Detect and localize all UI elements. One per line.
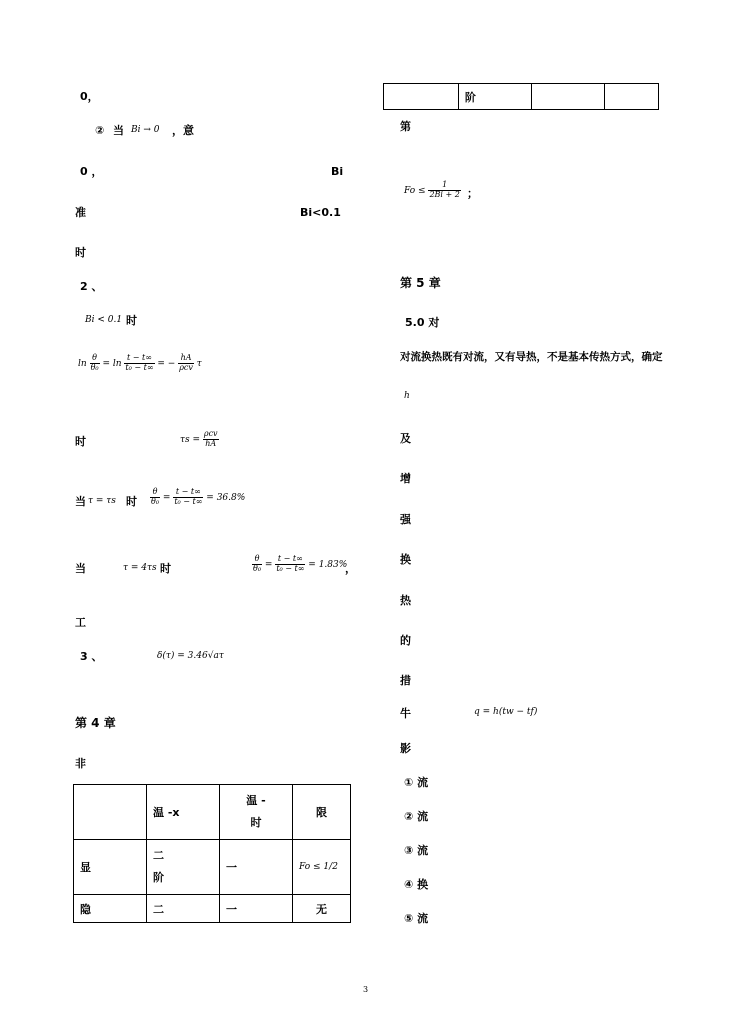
text-line: 及 xyxy=(400,432,411,445)
table-cell: 一 xyxy=(220,895,293,923)
text-fragment: 0 ， xyxy=(80,165,103,178)
top-table xyxy=(383,83,659,110)
table-cell xyxy=(74,785,147,840)
text-fragment: 当 xyxy=(113,124,124,137)
list-item: ② 流 xyxy=(404,810,429,823)
equation-lumped: ln $\frac{\theta}{\text{θ₀}}$ = ln $\frac{t - t\infty}{\text{t₀ − t∞}}$ = − $\frac{hA}{\text{ρcv}}$ τ xyxy=(78,353,202,372)
text-fragment: 时 xyxy=(75,435,86,448)
chapter-heading: 第 5 章 xyxy=(400,276,441,290)
section-heading: 5.0 对 xyxy=(405,316,440,329)
table-cell: 阶 xyxy=(458,84,531,110)
text-fragment: 时 xyxy=(126,314,137,327)
table-row xyxy=(74,785,351,840)
equation-ratio-2: $\frac{\theta}{\text{θ₀}}$ = $\frac{t - t\infty}{\text{t₀ − t∞}}$ = 1.83% xyxy=(253,554,348,573)
list-item: ⑤ 流 xyxy=(404,912,429,925)
text-line: 影 xyxy=(400,742,411,755)
inline-math: h xyxy=(404,391,410,401)
table-cell: 温 - 时 xyxy=(220,785,293,840)
text-fragment: Bi xyxy=(331,165,344,178)
text-fragment: ，意 xyxy=(172,124,194,137)
text-fragment: Bi<0.1 xyxy=(300,206,341,219)
text-fragment: 当 xyxy=(75,495,86,508)
inline-math: q = h(tw − tf) xyxy=(474,707,538,717)
text-fragment: 准 xyxy=(75,206,86,219)
table-cell: Fo ≤ 1/2 xyxy=(293,840,351,895)
text-line: 时 xyxy=(75,246,86,259)
list-item: ③ 流 xyxy=(404,844,429,857)
paragraph: 对流换热既有对流，又有导热，不是基本传热方式，确定 xyxy=(400,351,663,363)
text-line: 第 xyxy=(400,120,411,133)
table-cell: 隐 xyxy=(74,895,147,923)
text-line: 增 xyxy=(400,472,411,485)
list-item: ① 流 xyxy=(404,776,429,789)
inline-math: δ(τ) = 3.46√aτ xyxy=(157,651,224,661)
inline-math: Bi → 0 xyxy=(131,125,160,135)
text-fragment: ； xyxy=(467,187,478,200)
chapter-heading: 第 4 章 xyxy=(75,716,116,730)
table-row xyxy=(74,840,351,895)
text-line: 非 xyxy=(75,757,86,770)
table-cell: 温 -x xyxy=(147,785,220,840)
list-number: 2 、 xyxy=(80,280,103,293)
table-row xyxy=(384,84,659,110)
table-cell: 显 xyxy=(74,840,147,895)
table-cell: 无 xyxy=(293,895,351,923)
text-line: 工 xyxy=(75,616,86,629)
text-line: 措 xyxy=(400,674,411,687)
text-line: 的 xyxy=(400,634,411,647)
table-cell xyxy=(384,84,459,110)
table-cell xyxy=(604,84,658,110)
text-line: 热 xyxy=(400,594,411,607)
list-number: ② xyxy=(95,124,105,137)
equation-stability: Fo ≤ $\frac{1}{2Bi + 2}$ xyxy=(404,180,460,199)
text-line: 牛 xyxy=(400,707,411,720)
text-line: 0， xyxy=(80,90,99,103)
table-cell xyxy=(531,84,604,110)
table-cell: 二 阶 xyxy=(147,840,220,895)
page-number: 3 xyxy=(362,985,369,994)
equation-ratio-1: $\frac{\theta}{\text{θ₀}}$ = $\frac{t - t\infty}{\text{t₀ − t∞}}$ = 36.8% xyxy=(151,487,246,506)
table-cell: 一 xyxy=(220,840,293,895)
table-row xyxy=(74,895,351,923)
text-fragment: 时 xyxy=(126,495,137,508)
equation-time-constant: τs = $\frac{\text{ρcv}}{hA}$ xyxy=(180,429,218,448)
text-line: 强 xyxy=(400,513,411,526)
text-fragment: 时 xyxy=(160,562,171,575)
list-item: ④ 换 xyxy=(404,878,429,891)
text-fragment: 当 xyxy=(75,562,86,575)
inline-math: τ = 4τs xyxy=(123,563,157,573)
text-line: 换 xyxy=(400,553,411,566)
list-number: 3 、 xyxy=(80,650,103,663)
inline-math: τ = τs xyxy=(88,496,116,506)
scheme-table xyxy=(73,784,351,923)
table-cell: 二 xyxy=(147,895,220,923)
text-fragment: ， xyxy=(345,562,356,575)
inline-math: Bi < 0.1 xyxy=(85,315,123,325)
table-cell: 限 xyxy=(293,785,351,840)
